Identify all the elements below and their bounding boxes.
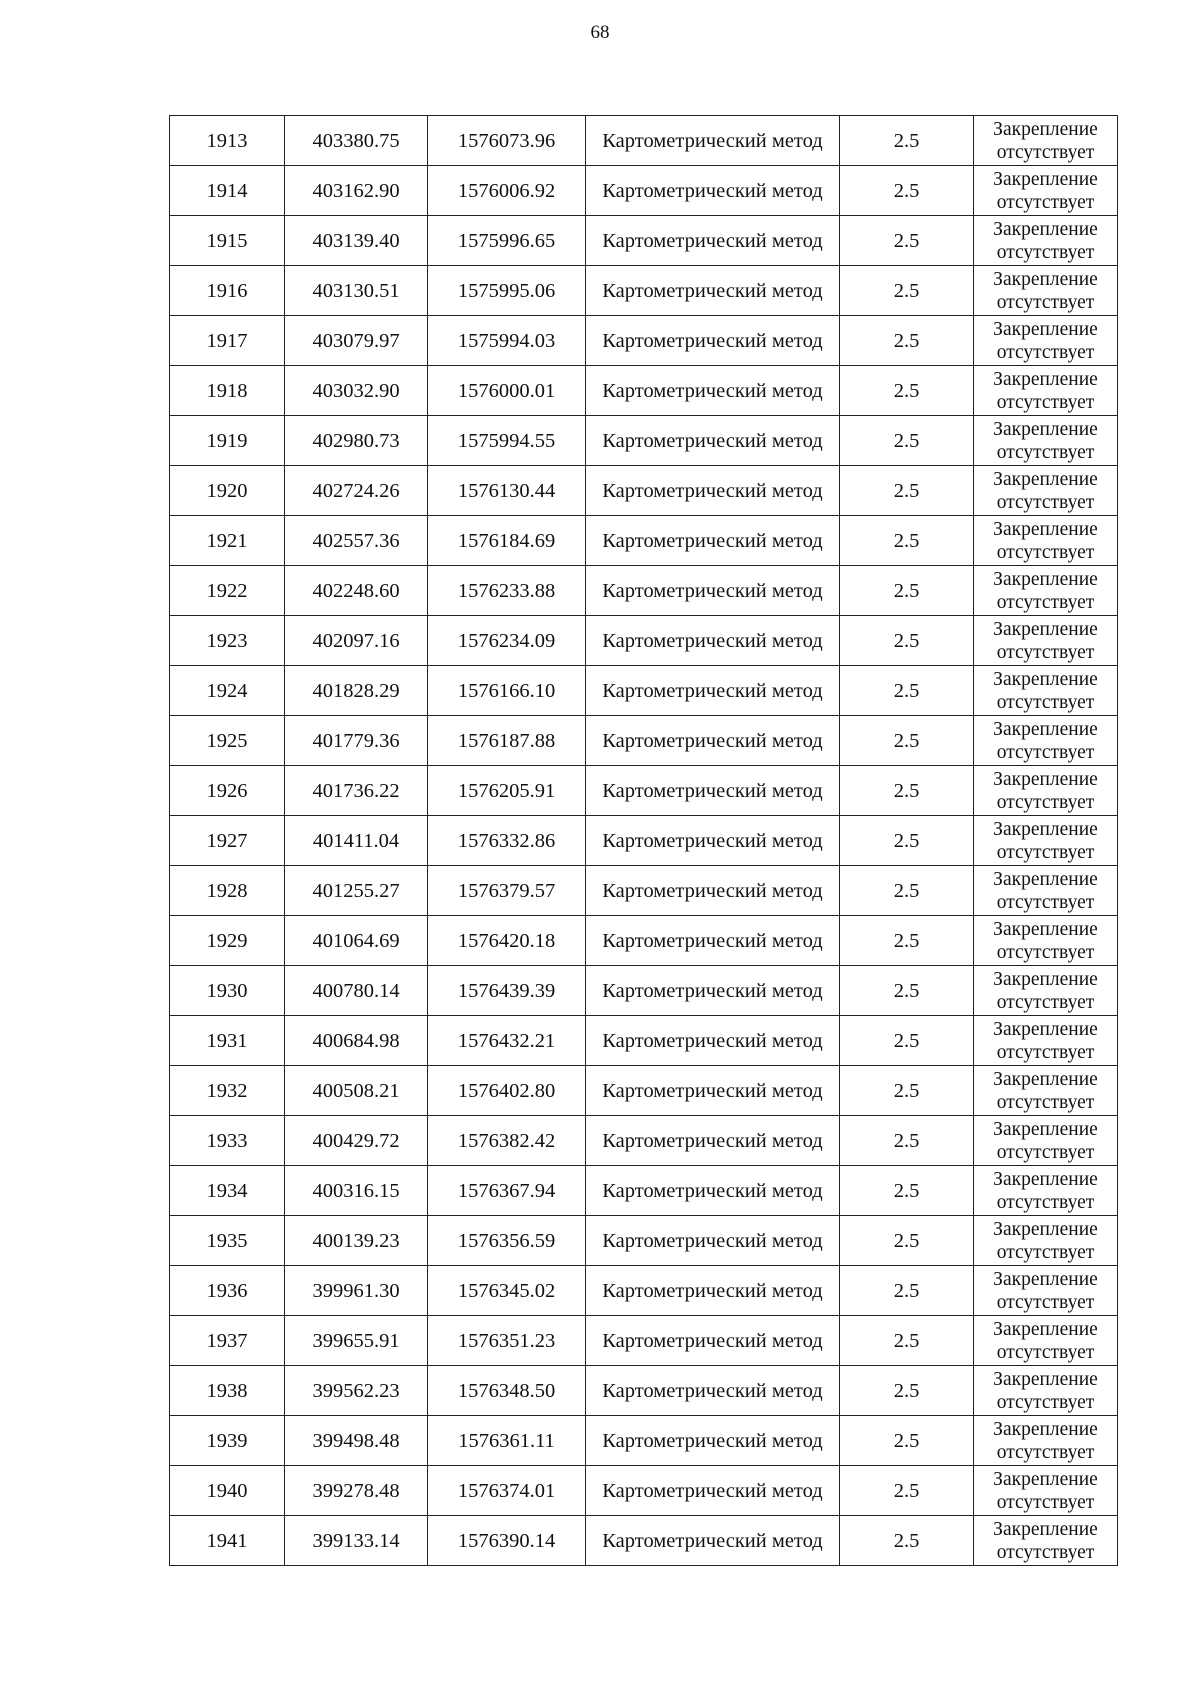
fixation-line-1: Закрепление <box>993 768 1098 790</box>
fixation-cell <box>974 466 1118 516</box>
fixation-line-1: Закрепление <box>993 1318 1098 1340</box>
table-row <box>170 966 1118 1016</box>
fixation-line-1: Закрепление <box>993 818 1098 840</box>
point-number-cell: 1941 <box>170 1516 285 1566</box>
point-number-cell: 1925 <box>170 716 285 766</box>
table-row <box>170 416 1118 466</box>
x-coordinate-cell: 400508.21 <box>285 1066 428 1116</box>
point-number-cell: 1914 <box>170 166 285 216</box>
fixation-line-2: отсутствует <box>996 241 1095 263</box>
fixation-line-2: отсутствует <box>996 991 1095 1013</box>
fixation-line-2: отсутствует <box>996 141 1095 163</box>
fixation-line-2: отсутствует <box>996 1091 1095 1113</box>
accuracy-cell: 2.5 <box>840 1466 974 1516</box>
fixation-line-2: отсутствует <box>996 741 1095 763</box>
method-cell: Картометрический метод <box>586 966 840 1016</box>
accuracy-cell: 2.5 <box>840 1116 974 1166</box>
method-cell: Картометрический метод <box>586 1166 840 1216</box>
fixation-line-2: отсутствует <box>996 1241 1095 1263</box>
table-row <box>170 1216 1118 1266</box>
fixation-line-1: Закрепление <box>993 1168 1098 1190</box>
method-cell: Картометрический метод <box>586 866 840 916</box>
x-coordinate-cell: 402248.60 <box>285 566 428 616</box>
table-row <box>170 1166 1118 1216</box>
x-coordinate-cell: 401411.04 <box>285 816 428 866</box>
point-number-cell: 1926 <box>170 766 285 816</box>
fixation-line-2: отсутствует <box>996 291 1095 313</box>
fixation-line-1: Закрепление <box>993 668 1098 690</box>
method-cell: Картометрический метод <box>586 666 840 716</box>
table-row <box>170 666 1118 716</box>
accuracy-cell: 2.5 <box>840 1266 974 1316</box>
point-number-cell: 1920 <box>170 466 285 516</box>
x-coordinate-cell: 400684.98 <box>285 1016 428 1066</box>
x-coordinate-cell: 402724.26 <box>285 466 428 516</box>
y-coordinate-cell: 1576356.59 <box>428 1216 586 1266</box>
point-number-cell: 1928 <box>170 866 285 916</box>
fixation-line-1: Закрепление <box>993 518 1098 540</box>
y-coordinate-cell: 1575996.65 <box>428 216 586 266</box>
fixation-line-1: Закрепление <box>993 118 1098 140</box>
x-coordinate-cell: 403380.75 <box>285 116 428 166</box>
fixation-line-1: Закрепление <box>993 1518 1098 1540</box>
point-number-cell: 1937 <box>170 1316 285 1366</box>
x-coordinate-cell: 403139.40 <box>285 216 428 266</box>
accuracy-cell: 2.5 <box>840 716 974 766</box>
y-coordinate-cell: 1576130.44 <box>428 466 586 516</box>
method-cell: Картометрический метод <box>586 1516 840 1566</box>
fixation-cell <box>974 1116 1118 1166</box>
accuracy-cell: 2.5 <box>840 1216 974 1266</box>
x-coordinate-cell: 400316.15 <box>285 1166 428 1216</box>
fixation-line-1: Закрепление <box>993 1118 1098 1140</box>
point-number-cell: 1919 <box>170 416 285 466</box>
fixation-line-1: Закрепление <box>993 618 1098 640</box>
method-cell: Картометрический метод <box>586 1416 840 1466</box>
table-row <box>170 616 1118 666</box>
table-row <box>170 516 1118 566</box>
method-cell: Картометрический метод <box>586 1216 840 1266</box>
fixation-line-2: отсутствует <box>996 541 1095 563</box>
fixation-line-1: Закрепление <box>993 1068 1098 1090</box>
fixation-line-1: Закрепление <box>993 1468 1098 1490</box>
fixation-line-2: отсутствует <box>996 391 1095 413</box>
x-coordinate-cell: 402557.36 <box>285 516 428 566</box>
fixation-line-1: Закрепление <box>993 1018 1098 1040</box>
fixation-cell <box>974 116 1118 166</box>
y-coordinate-cell: 1576233.88 <box>428 566 586 616</box>
fixation-cell <box>974 1516 1118 1566</box>
fixation-line-1: Закрепление <box>993 968 1098 990</box>
table-row <box>170 1366 1118 1416</box>
fixation-cell <box>974 966 1118 1016</box>
accuracy-cell: 2.5 <box>840 216 974 266</box>
x-coordinate-cell: 399133.14 <box>285 1516 428 1566</box>
method-cell: Картометрический метод <box>586 166 840 216</box>
x-coordinate-cell: 401255.27 <box>285 866 428 916</box>
method-cell: Картометрический метод <box>586 816 840 866</box>
x-coordinate-cell: 400780.14 <box>285 966 428 1016</box>
method-cell: Картометрический метод <box>586 566 840 616</box>
accuracy-cell: 2.5 <box>840 1066 974 1116</box>
fixation-cell <box>974 716 1118 766</box>
fixation-line-1: Закрепление <box>993 1218 1098 1240</box>
fixation-line-2: отсутствует <box>996 841 1095 863</box>
fixation-line-2: отсутствует <box>996 341 1095 363</box>
x-coordinate-cell: 399961.30 <box>285 1266 428 1316</box>
fixation-line-2: отсутствует <box>996 1541 1095 1563</box>
point-number-cell: 1938 <box>170 1366 285 1416</box>
fixation-cell <box>974 1016 1118 1066</box>
x-coordinate-cell: 403162.90 <box>285 166 428 216</box>
table-row <box>170 116 1118 166</box>
accuracy-cell: 2.5 <box>840 116 974 166</box>
fixation-cell <box>974 916 1118 966</box>
fixation-line-1: Закрепление <box>993 418 1098 440</box>
accuracy-cell: 2.5 <box>840 466 974 516</box>
y-coordinate-cell: 1576006.92 <box>428 166 586 216</box>
y-coordinate-cell: 1576402.80 <box>428 1066 586 1116</box>
point-number-cell: 1931 <box>170 1016 285 1066</box>
method-cell: Картометрический метод <box>586 516 840 566</box>
table-row <box>170 816 1118 866</box>
point-number-cell: 1917 <box>170 316 285 366</box>
accuracy-cell: 2.5 <box>840 1166 974 1216</box>
point-number-cell: 1921 <box>170 516 285 566</box>
point-number-cell: 1927 <box>170 816 285 866</box>
fixation-line-2: отсутствует <box>996 1291 1095 1313</box>
accuracy-cell: 2.5 <box>840 1366 974 1416</box>
y-coordinate-cell: 1576382.42 <box>428 1116 586 1166</box>
point-number-cell: 1940 <box>170 1466 285 1516</box>
table-row <box>170 1316 1118 1366</box>
table-row <box>170 1516 1118 1566</box>
fixation-cell <box>974 1416 1118 1466</box>
table-row <box>170 766 1118 816</box>
fixation-cell <box>974 366 1118 416</box>
y-coordinate-cell: 1576205.91 <box>428 766 586 816</box>
table-row <box>170 1266 1118 1316</box>
x-coordinate-cell: 401779.36 <box>285 716 428 766</box>
accuracy-cell: 2.5 <box>840 366 974 416</box>
fixation-line-1: Закрепление <box>993 1268 1098 1290</box>
method-cell: Картометрический метод <box>586 1066 840 1116</box>
fixation-line-1: Закрепление <box>993 318 1098 340</box>
y-coordinate-cell: 1576374.01 <box>428 1466 586 1516</box>
fixation-line-2: отсутствует <box>996 641 1095 663</box>
y-coordinate-cell: 1576332.86 <box>428 816 586 866</box>
y-coordinate-cell: 1575995.06 <box>428 266 586 316</box>
y-coordinate-cell: 1576351.23 <box>428 1316 586 1366</box>
x-coordinate-cell: 399498.48 <box>285 1416 428 1466</box>
table-row <box>170 366 1118 416</box>
y-coordinate-cell: 1576345.02 <box>428 1266 586 1316</box>
x-coordinate-cell: 401064.69 <box>285 916 428 966</box>
coordinates-table <box>169 115 1118 1566</box>
point-number-cell: 1934 <box>170 1166 285 1216</box>
accuracy-cell: 2.5 <box>840 616 974 666</box>
fixation-cell <box>974 616 1118 666</box>
fixation-line-1: Закрепление <box>993 168 1098 190</box>
fixation-line-1: Закрепление <box>993 1368 1098 1390</box>
point-number-cell: 1918 <box>170 366 285 416</box>
accuracy-cell: 2.5 <box>840 966 974 1016</box>
fixation-line-2: отсутствует <box>996 491 1095 513</box>
y-coordinate-cell: 1576390.14 <box>428 1516 586 1566</box>
x-coordinate-cell: 403130.51 <box>285 266 428 316</box>
y-coordinate-cell: 1576361.11 <box>428 1416 586 1466</box>
fixation-cell <box>974 566 1118 616</box>
table-row <box>170 466 1118 516</box>
fixation-cell <box>974 1366 1118 1416</box>
method-cell: Картометрический метод <box>586 1316 840 1366</box>
point-number-cell: 1930 <box>170 966 285 1016</box>
y-coordinate-cell: 1576073.96 <box>428 116 586 166</box>
method-cell: Картометрический метод <box>586 1116 840 1166</box>
fixation-line-1: Закрепление <box>993 568 1098 590</box>
accuracy-cell: 2.5 <box>840 666 974 716</box>
y-coordinate-cell: 1576432.21 <box>428 1016 586 1066</box>
fixation-line-1: Закрепление <box>993 868 1098 890</box>
x-coordinate-cell: 399562.23 <box>285 1366 428 1416</box>
fixation-cell <box>974 866 1118 916</box>
fixation-cell <box>974 216 1118 266</box>
fixation-line-1: Закрепление <box>993 368 1098 390</box>
method-cell: Картометрический метод <box>586 366 840 416</box>
x-coordinate-cell: 403079.97 <box>285 316 428 366</box>
fixation-cell <box>974 1466 1118 1516</box>
x-coordinate-cell: 400429.72 <box>285 1116 428 1166</box>
method-cell: Картометрический метод <box>586 916 840 966</box>
x-coordinate-cell: 399655.91 <box>285 1316 428 1366</box>
method-cell: Картометрический метод <box>586 216 840 266</box>
point-number-cell: 1916 <box>170 266 285 316</box>
point-number-cell: 1913 <box>170 116 285 166</box>
fixation-line-1: Закрепление <box>993 268 1098 290</box>
accuracy-cell: 2.5 <box>840 266 974 316</box>
y-coordinate-cell: 1576367.94 <box>428 1166 586 1216</box>
method-cell: Картометрический метод <box>586 616 840 666</box>
fixation-cell <box>974 1266 1118 1316</box>
y-coordinate-cell: 1575994.03 <box>428 316 586 366</box>
coordinates-table-body <box>170 116 1118 1566</box>
accuracy-cell: 2.5 <box>840 566 974 616</box>
x-coordinate-cell: 403032.90 <box>285 366 428 416</box>
table-row <box>170 1466 1118 1516</box>
x-coordinate-cell: 402097.16 <box>285 616 428 666</box>
y-coordinate-cell: 1576166.10 <box>428 666 586 716</box>
method-cell: Картометрический метод <box>586 716 840 766</box>
table-row <box>170 566 1118 616</box>
fixation-cell <box>974 766 1118 816</box>
accuracy-cell: 2.5 <box>840 1516 974 1566</box>
fixation-line-2: отсутствует <box>996 1391 1095 1413</box>
accuracy-cell: 2.5 <box>840 516 974 566</box>
table-row <box>170 1066 1118 1116</box>
fixation-cell <box>974 316 1118 366</box>
y-coordinate-cell: 1576379.57 <box>428 866 586 916</box>
point-number-cell: 1915 <box>170 216 285 266</box>
method-cell: Картометрический метод <box>586 466 840 516</box>
point-number-cell: 1939 <box>170 1416 285 1466</box>
y-coordinate-cell: 1576348.50 <box>428 1366 586 1416</box>
fixation-line-2: отсутствует <box>996 1341 1095 1363</box>
table-row <box>170 1016 1118 1066</box>
accuracy-cell: 2.5 <box>840 866 974 916</box>
table-row <box>170 866 1118 916</box>
accuracy-cell: 2.5 <box>840 816 974 866</box>
table-row <box>170 166 1118 216</box>
fixation-line-2: отсутствует <box>996 1491 1095 1513</box>
fixation-line-2: отсутствует <box>996 891 1095 913</box>
fixation-line-2: отсутствует <box>996 791 1095 813</box>
fixation-line-2: отсутствует <box>996 441 1095 463</box>
accuracy-cell: 2.5 <box>840 766 974 816</box>
point-number-cell: 1924 <box>170 666 285 716</box>
fixation-line-2: отсутствует <box>996 941 1095 963</box>
point-number-cell: 1922 <box>170 566 285 616</box>
x-coordinate-cell: 399278.48 <box>285 1466 428 1516</box>
table-row <box>170 216 1118 266</box>
method-cell: Картометрический метод <box>586 1366 840 1416</box>
fixation-line-2: отсутствует <box>996 691 1095 713</box>
fixation-cell <box>974 816 1118 866</box>
fixation-cell <box>974 166 1118 216</box>
fixation-line-2: отсутствует <box>996 1191 1095 1213</box>
y-coordinate-cell: 1576234.09 <box>428 616 586 666</box>
fixation-line-2: отсутствует <box>996 191 1095 213</box>
fixation-line-2: отсутствует <box>996 1141 1095 1163</box>
fixation-line-1: Закрепление <box>993 918 1098 940</box>
fixation-cell <box>974 416 1118 466</box>
method-cell: Картометрический метод <box>586 1016 840 1066</box>
fixation-cell <box>974 516 1118 566</box>
x-coordinate-cell: 401828.29 <box>285 666 428 716</box>
y-coordinate-cell: 1576184.69 <box>428 516 586 566</box>
accuracy-cell: 2.5 <box>840 916 974 966</box>
method-cell: Картометрический метод <box>586 766 840 816</box>
point-number-cell: 1936 <box>170 1266 285 1316</box>
accuracy-cell: 2.5 <box>840 416 974 466</box>
method-cell: Картометрический метод <box>586 1266 840 1316</box>
fixation-line-2: отсутствует <box>996 1041 1095 1063</box>
y-coordinate-cell: 1576000.01 <box>428 366 586 416</box>
method-cell: Картометрический метод <box>586 116 840 166</box>
table-row <box>170 1116 1118 1166</box>
fixation-cell <box>974 1166 1118 1216</box>
point-number-cell: 1923 <box>170 616 285 666</box>
table-row <box>170 266 1118 316</box>
y-coordinate-cell: 1576187.88 <box>428 716 586 766</box>
method-cell: Картометрический метод <box>586 416 840 466</box>
fixation-cell <box>974 1316 1118 1366</box>
point-number-cell: 1929 <box>170 916 285 966</box>
point-number-cell: 1932 <box>170 1066 285 1116</box>
fixation-line-2: отсутствует <box>996 1441 1095 1463</box>
fixation-line-2: отсутствует <box>996 591 1095 613</box>
x-coordinate-cell: 402980.73 <box>285 416 428 466</box>
point-number-cell: 1933 <box>170 1116 285 1166</box>
method-cell: Картометрический метод <box>586 316 840 366</box>
accuracy-cell: 2.5 <box>840 1016 974 1066</box>
fixation-line-1: Закрепление <box>993 1418 1098 1440</box>
point-number-cell: 1935 <box>170 1216 285 1266</box>
method-cell: Картометрический метод <box>586 266 840 316</box>
table-row <box>170 1416 1118 1466</box>
accuracy-cell: 2.5 <box>840 1416 974 1466</box>
accuracy-cell: 2.5 <box>840 1316 974 1366</box>
table-row <box>170 716 1118 766</box>
fixation-line-1: Закрепление <box>993 218 1098 240</box>
fixation-cell <box>974 666 1118 716</box>
fixation-line-1: Закрепление <box>993 718 1098 740</box>
table-row <box>170 916 1118 966</box>
y-coordinate-cell: 1576439.39 <box>428 966 586 1016</box>
table-row <box>170 316 1118 366</box>
y-coordinate-cell: 1576420.18 <box>428 916 586 966</box>
fixation-line-1: Закрепление <box>993 468 1098 490</box>
y-coordinate-cell: 1575994.55 <box>428 416 586 466</box>
method-cell: Картометрический метод <box>586 1466 840 1516</box>
fixation-cell <box>974 1216 1118 1266</box>
accuracy-cell: 2.5 <box>840 166 974 216</box>
x-coordinate-cell: 400139.23 <box>285 1216 428 1266</box>
accuracy-cell: 2.5 <box>840 316 974 366</box>
page-number: 68 <box>590 22 610 43</box>
x-coordinate-cell: 401736.22 <box>285 766 428 816</box>
fixation-cell <box>974 266 1118 316</box>
fixation-cell <box>974 1066 1118 1116</box>
